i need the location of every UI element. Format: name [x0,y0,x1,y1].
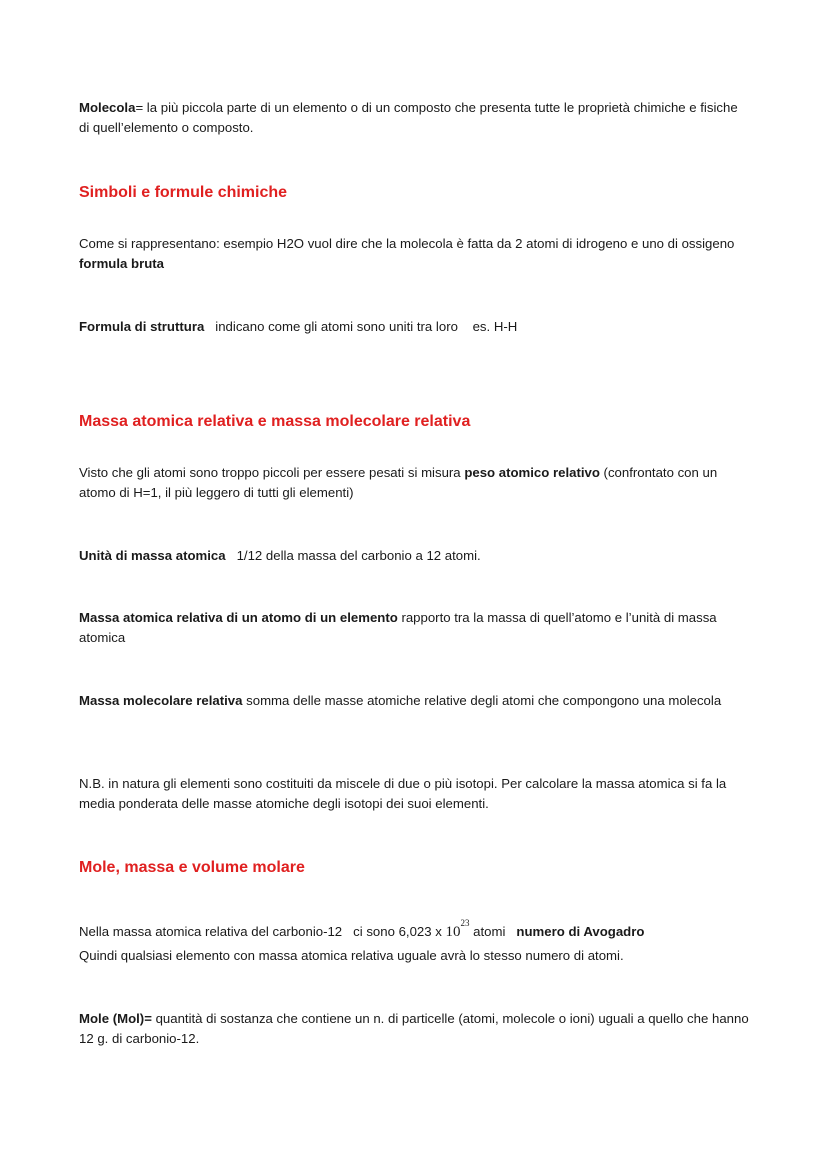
formula-struttura-text: indicano come gli atomi sono uniti tra loro es. H-H [204,319,518,334]
heading-simboli: Simboli e formule chimiche [79,184,288,201]
avogadro-text: Nella massa atomica relativa del carbonio-12 ci sono 6,023 x [79,924,446,939]
formula-struttura-term: Formula di struttura [79,319,205,334]
unita-massa-atomica [79,546,751,566]
avogadro-unit: atomi [469,924,517,939]
heading-massa: Massa atomica relativa e massa molecolare relativa [79,413,471,430]
massa-molecolare-relativa [79,691,751,711]
massa-visto [79,463,751,503]
mar-text: rapporto tra la massa di quell’atomo e l’unità di massa atomica [79,610,717,645]
avogadro-line [79,913,751,942]
mmr-text: somma delle masse atomiche relative degli atomi che compongono una molecola [242,693,722,708]
mar-term: Massa atomica relativa di un atomo di un elemento [79,610,398,625]
simboli-intro [79,234,751,274]
molecola-term: Molecola [79,100,136,115]
mmr-term: Massa molecolare relativa [79,693,243,708]
massa-visto-text: Visto che gli atomi sono troppo piccoli per essere pesati si misura [79,465,465,480]
mole-definition [79,1009,751,1049]
numero-avogadro-term: numero di Avogadro [516,924,645,939]
molecola-definition [79,98,751,138]
mole-text: quantità di sostanza che contiene un n. di particelle (atomi, molecole o ioni) uguali a quello che hanno 12 g. di carbonio-12. [79,1011,749,1046]
uma-term: Unità di massa atomica [79,548,226,563]
heading-mole: Mole, massa e volume molare [79,859,305,876]
molecola-text: = la più piccola parte di un elemento o di un composto che presenta tutte le proprietà chimiche e fisiche di quell’elemento o composto. [79,100,738,135]
nota-bene: N.B. in natura gli elementi sono costituiti da miscele di due o più isotopi. Per calcolare la massa atomica si fa la media ponderata delle masse atomiche degli isotopi dei suoi elementi. [79,776,727,811]
avogadro-base: 10 [445,924,461,940]
avogadro-exponent: 23 [460,918,470,928]
quindi-line: Quindi qualsiasi elemento con massa atomica relativa uguale avrà lo stesso numero di atomi. [79,948,624,963]
peso-atomico-term: peso atomico relativo [464,465,600,480]
mole-term: Mole (Mol)= [79,1011,152,1026]
massa-atomica-relativa [79,608,751,648]
avogadro-power [445,918,470,940]
simboli-intro-text: Come si rappresentano: esempio H2O vuol dire che la molecola è fatta da 2 atomi di idrogeno e uno di ossigeno [79,236,735,251]
formula-bruta-term: formula bruta [79,256,164,271]
uma-text: 1/12 della massa del carbonio a 12 atomi. [225,548,481,563]
formula-struttura [79,317,751,337]
massa-visto-tail: (confrontato con un atomo di H=1, il più leggero di tutti gli elementi) [79,465,718,500]
